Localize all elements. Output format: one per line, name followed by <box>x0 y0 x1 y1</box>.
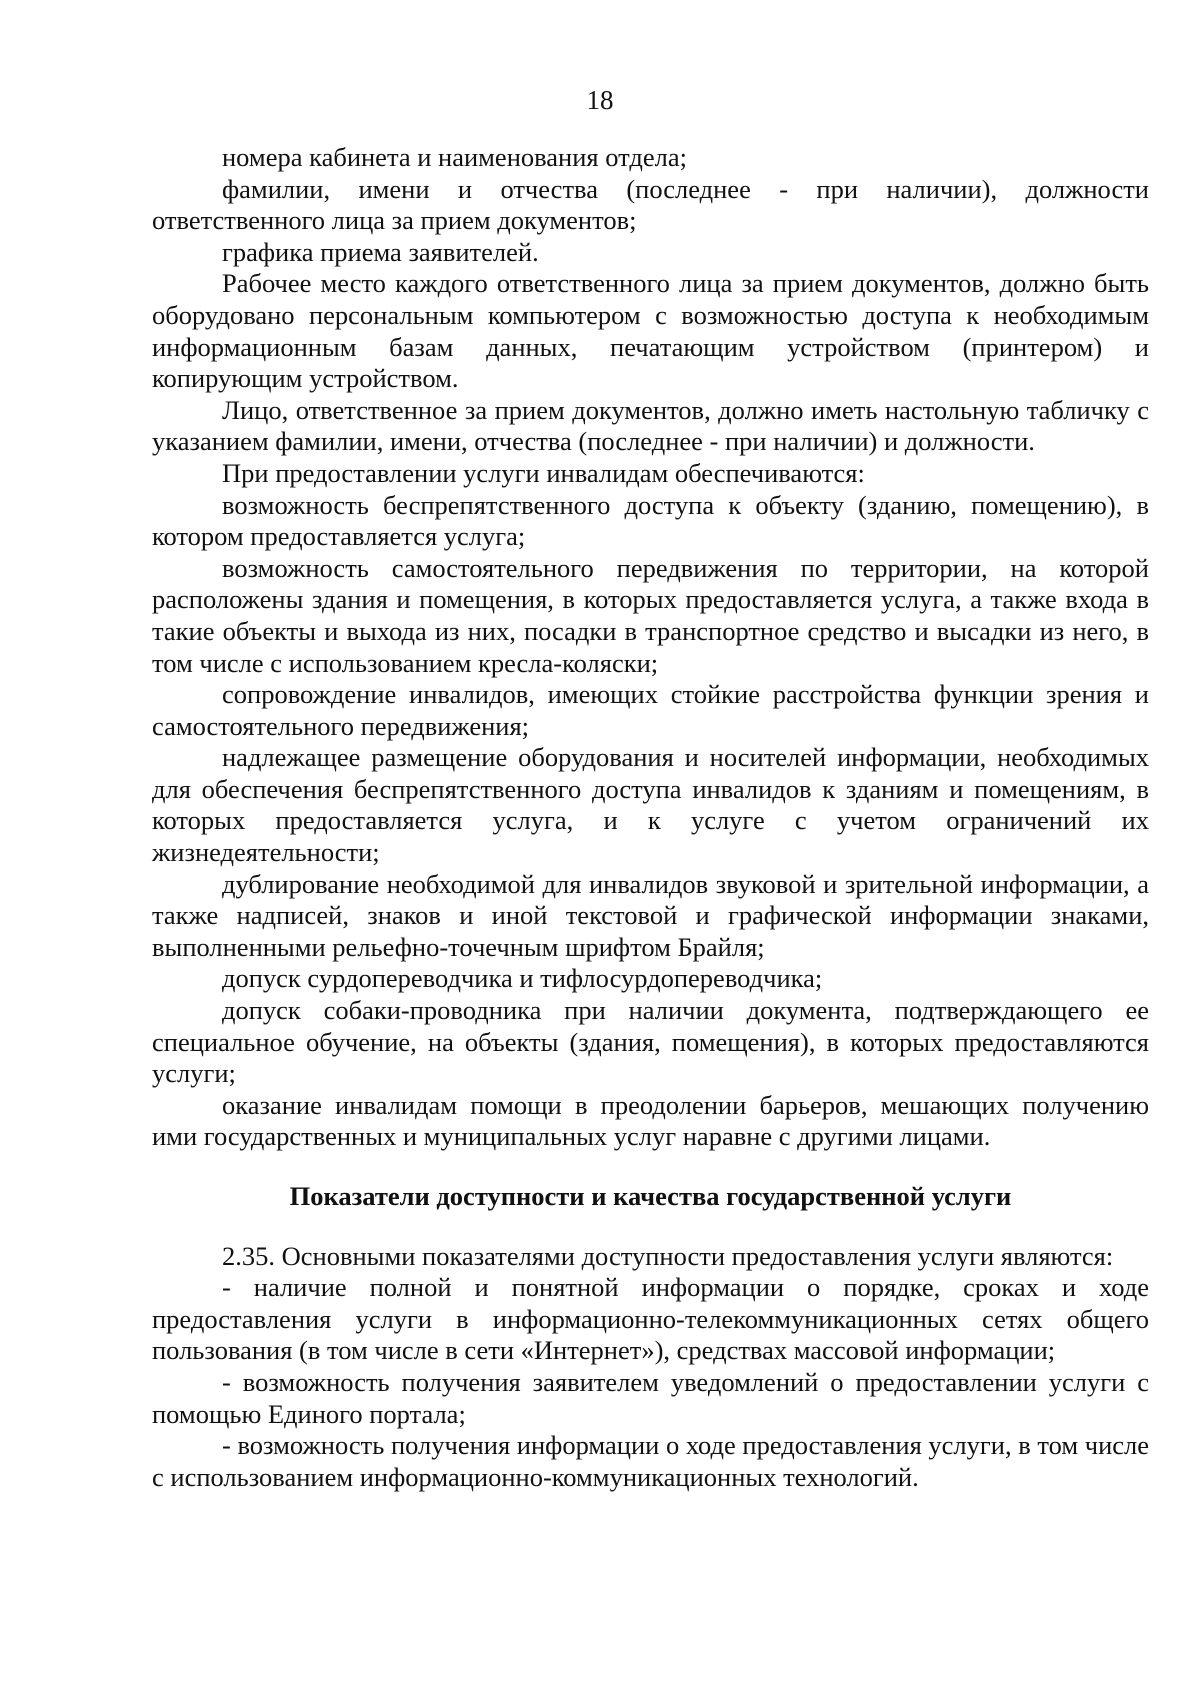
paragraph: Лицо, ответственное за прием документов, должно иметь настольную табличку с указанием фамилии, имени, отчества (последнее - при наличии) и должности. <box>152 394 1149 457</box>
paragraph: возможность самостоятельного передвижения по территории, на которой расположены здания и помещения, в которых предоставляется услуга, а также входа в такие объекты и выхода из них, посадки в транспортное средство и высадки из него, в том числе с использованием кресла-коляски; <box>152 552 1149 678</box>
paragraph: сопровождение инвалидов, имеющих стойкие расстройства функции зрения и самостоятельного передвижения; <box>152 679 1149 741</box>
paragraph: При предоставлении услуги инвалидам обеспечиваются: <box>222 457 865 488</box>
section-paragraph: 2.35. Основными показателями доступности предоставления услуги являются: <box>222 1240 1114 1271</box>
section-paragraph: - наличие полной и понятной информации о порядке, сроках и ходе предоставления услуги в информационно-телекоммуникационных сетях общего пользования (в том числе в сети «Интернет»), средствах массовой информации; <box>152 1272 1149 1366</box>
paragraph: номера кабинета и наименования отдела; <box>222 142 687 172</box>
section-paragraph: - возможность получения информации о ходе предоставления услуги, в том числе с использованием информационно-коммуникационных технологий. <box>152 1430 1149 1492</box>
paragraph: фамилии, имени и отчества (последнее - при наличии), должности ответственного лица за прием документов; <box>152 173 1149 236</box>
paragraph: допуск сурдопереводчика и тифлосурдопереводчика; <box>222 963 823 994</box>
document-body <box>152 142 1149 1493</box>
paragraph: графика приема заявителей. <box>222 236 539 267</box>
paragraph: дублирование необходимой для инвалидов звуковой и зрительной информации, а также надписей, знаков и иной текстовой и графической информации знаками, выполненными рельефно-точечным шрифтом Брайля; <box>152 868 1149 962</box>
paragraph: надлежащее размещение оборудования и носителей информации, необходимых для обеспечения беспрепятственного доступа инвалидов к зданиям и помещениям, в которых предоставляется услуга, и к услуге с учетом ограничений их жизнедеятельности; <box>152 742 1149 868</box>
paragraph: допуск собаки-проводника при наличии документа, подтверждающего ее специальное обучение, на объекты (здания, помещения), в которых предоставляются услуги; <box>152 995 1149 1089</box>
paragraph: Рабочее место каждого ответственного лица за прием документов, должно быть оборудовано персональным компьютером с возможностью доступа к необходимым информационным базам данных, печатающим устройством (принтером) и копирующим устройством. <box>152 268 1149 394</box>
section-paragraph: - возможность получения заявителем уведомлений о предоставлении услуги с помощью Единого портала; <box>152 1366 1149 1429</box>
paragraph: возможность беспрепятственного доступа к объекту (зданию, помещению), в котором предоставляется услуга; <box>152 489 1149 552</box>
page-number: 18 <box>586 85 614 115</box>
section-heading: Показатели доступности и качества государственной услуги <box>289 1181 1012 1211</box>
paragraph: оказание инвалидам помощи в преодолении барьеров, мешающих получению ими государственных и муниципальных услуг наравне с другими лицами. <box>152 1089 1149 1152</box>
